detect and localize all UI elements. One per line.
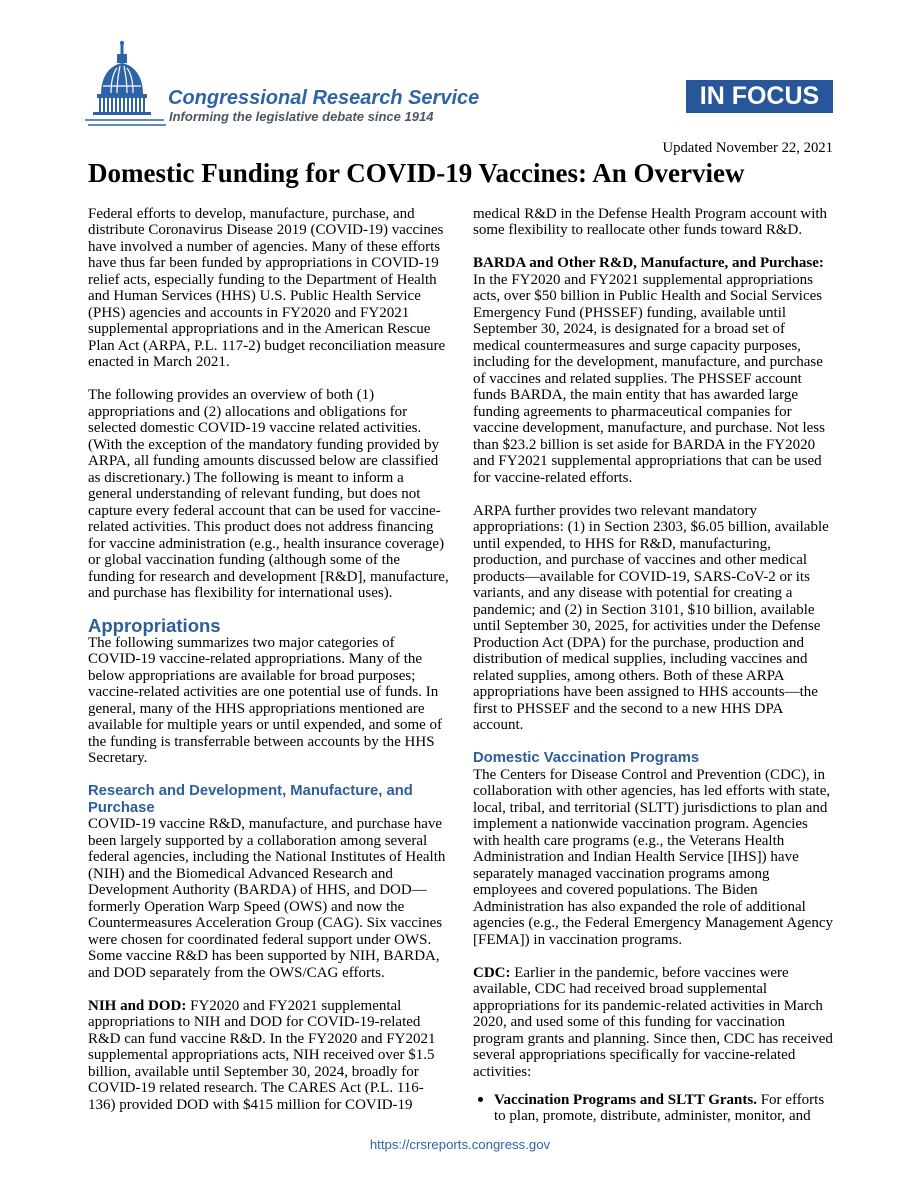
text-line: the funding is transferrable between accounts by the HHS xyxy=(88,733,435,750)
text-line: [FEMA]) in vaccination programs. xyxy=(473,931,683,948)
org-tagline: Informing the legislative debate since 1914 xyxy=(169,109,434,124)
paragraph xyxy=(88,998,458,1114)
text-line: general, many of the HHS appropriations mentioned are xyxy=(88,700,425,717)
subsection-heading xyxy=(88,783,458,816)
paragraph xyxy=(88,816,458,981)
text-line: agencies (e.g., the Federal Emergency Management Agency xyxy=(473,915,833,932)
text-line: variants, and any disease with potential for creating a xyxy=(473,585,793,602)
text-line: for vaccine administration (e.g., health insurance coverage) xyxy=(88,535,445,552)
paragraph xyxy=(473,503,843,734)
heading-line: Purchase xyxy=(88,799,155,816)
text-line: billion, available until September 30, 2024, broadly for xyxy=(88,1063,419,1080)
text-line xyxy=(473,255,843,272)
text-line: some flexibility to reallocate other funds toward R&D. xyxy=(473,222,803,239)
paragraph xyxy=(473,206,843,239)
text-line: funding agreements to pharmaceutical companies for xyxy=(473,403,792,420)
text-line: available for multiple years or until expended, and some of xyxy=(88,717,443,734)
text-line: relief acts, especially funding to the Department of Health xyxy=(88,271,437,288)
text-line: COVID-19 vaccine R&D, manufacture, and purchase have xyxy=(88,816,443,833)
text-line: and Human Services (HHS) U.S. Public Health Service xyxy=(88,288,421,305)
text-line: related activities. This product does not address financing xyxy=(88,519,434,536)
text-line: Secretary. xyxy=(88,750,148,767)
text-line: vaccine-related activities are one potential use of funds. In xyxy=(88,684,439,701)
right-column xyxy=(473,206,843,1142)
updated-date: Updated November 22, 2021 xyxy=(662,140,833,156)
line-text: Earlier in the pandemic, before vaccines were xyxy=(510,964,789,981)
text-line: available, CDC had received broad supplemental xyxy=(473,981,768,998)
text-line: (With the exception of the mandatory funding provided by xyxy=(88,436,439,453)
run-in-heading: Vaccination Programs and SLTT Grants. xyxy=(494,1091,757,1108)
text-line: COVID-19 vaccine-related appropriations. Many of the xyxy=(88,651,423,668)
text-line: medical R&D in the Defense Health Program account with xyxy=(473,205,828,222)
text-line: Emergency Fund (PHSSEF) funding, available until xyxy=(473,304,787,321)
run-in-heading: BARDA and Other R&D, Manufacture, and Purchase: xyxy=(473,255,824,272)
text-line: employees and covered populations. The Biden xyxy=(473,882,758,899)
text-line: of vaccines and related supplies. The PHSSEF account xyxy=(473,370,802,387)
org-name: Congressional Research Service xyxy=(168,87,480,109)
text-line: for vaccine-related efforts. xyxy=(473,469,633,486)
text-line: and FY2021 supplemental appropriations that can be used xyxy=(473,453,822,470)
paragraph xyxy=(88,387,458,602)
text-line: (NIH) and the Biomedical Advanced Research and xyxy=(88,865,393,882)
capitol-dome-icon xyxy=(84,40,168,130)
paragraph xyxy=(473,767,843,949)
text-line: appropriations: (1) in Section 2303, $6.05 billion, available xyxy=(473,519,829,536)
text-line: COVID-19 related research. The CARES Act (P.L. 116- xyxy=(88,1080,424,1097)
text-line: distribution of medical supplies, including vaccines and xyxy=(473,651,808,668)
page-title: Domestic Funding for COVID-19 Vaccines: An Overview xyxy=(88,158,745,188)
text-line: implement a nationwide vaccination program. Agencies xyxy=(473,816,808,833)
text-line: activities: xyxy=(473,1063,532,1080)
text-line: first to PHSSEF and the second to a new HHS DPA xyxy=(473,700,784,717)
text-line: pandemic; and (2) in Section 3101, $10 billion, available xyxy=(473,601,815,618)
text-line: several appropriations specifically for vaccine-related xyxy=(473,1047,796,1064)
heading-line: Domestic Vaccination Programs xyxy=(473,750,700,767)
text-line: vaccine development, manufacture, and purchase. Not less xyxy=(473,420,825,437)
text-line: were chosen for coordinated federal support under OWS. xyxy=(88,931,432,948)
subsection-heading xyxy=(473,750,843,767)
text-line: until expended, to HHS for R&D, manufacturing, xyxy=(473,535,771,552)
text-line: been largely supported by a collaboration among several xyxy=(88,832,428,849)
text-line: Countermeasures Acceleration Group (CAG). Six vaccines xyxy=(88,915,443,932)
text-line: appropriations have been assigned to HHS accounts—the xyxy=(473,684,818,701)
text-line: and purchase has flexibility for international uses). xyxy=(88,585,393,602)
text-line: program grants and planning. Since then, CDC has received xyxy=(473,1030,833,1047)
text-line: have thus far been funded by appropriations in COVID-19 xyxy=(88,255,439,272)
text-line: supplemental appropriations acts, NIH received over $1.5 xyxy=(88,1047,435,1064)
text-line: products—available for COVID-19, SARS-CoV-2 or its xyxy=(473,568,810,585)
text-line: 2020, and used some of this funding for vaccination xyxy=(473,1014,786,1031)
in-focus-badge: IN FOCUS xyxy=(686,80,833,113)
text-line: distribute Coronavirus Disease 2019 (COVID-19) vaccines xyxy=(88,222,444,239)
text-line: have involved a number of agencies. Many of these efforts xyxy=(88,238,441,255)
text-line xyxy=(88,998,458,1015)
text-line: Administration has also expanded the role of additional xyxy=(473,898,806,915)
text-line: than $23.2 billion is set aside for BARDA in the FY2020 xyxy=(473,436,816,453)
text-line: The following provides an overview of both (1) xyxy=(88,387,375,404)
bullet-icon xyxy=(478,1097,483,1102)
text-line: or global vaccination funding (although some of the xyxy=(88,552,401,569)
paragraph xyxy=(473,965,843,1081)
line-text: For efforts xyxy=(756,1091,825,1108)
text-line: general understanding of relevant funding, but does not xyxy=(88,486,421,503)
text-line: related supplies, among others. Both of these ARPA xyxy=(473,667,785,684)
line-text: FY2020 and FY2021 supplemental xyxy=(186,997,402,1014)
bullet-item xyxy=(473,1092,843,1125)
text-line: as discretionary.) The following is meant to inform a xyxy=(88,469,404,486)
text-line: Production Act (DPA) for the purchase, production and xyxy=(473,634,805,651)
text-line: The following summarizes two major categories of xyxy=(88,634,395,651)
paragraph xyxy=(88,206,458,371)
text-line: to plan, promote, distribute, administer, monitor, and xyxy=(494,1108,811,1125)
left-column xyxy=(88,206,458,1130)
text-line: supplemental appropriations and in the American Rescue xyxy=(88,321,431,338)
text-line: account. xyxy=(473,717,524,734)
text-line: federal agencies, including the National Institutes of Health xyxy=(88,849,446,866)
text-line: Administration and Indian Health Service [IHS]) have xyxy=(473,849,799,866)
section-heading: Appropriations xyxy=(88,615,221,637)
text-line: medical countermeasures and surge capacity purposes, xyxy=(473,337,801,354)
text-line: below appropriations are available for broad purposes; xyxy=(88,667,416,684)
text-line: The Centers for Disease Control and Prevention (CDC), in xyxy=(473,766,826,783)
text-line: September 30, 2024, is designated for a broad set of xyxy=(473,321,786,338)
text-line: including for the development, manufacture, and purchase xyxy=(473,354,823,371)
text-line: enacted in March 2021. xyxy=(88,354,230,371)
text-line: ARPA, all funding amounts discussed below are classified xyxy=(88,453,439,470)
text-line xyxy=(494,1092,843,1109)
text-line: funds BARDA, the main entity that has awarded large xyxy=(473,387,799,404)
text-line: with health care programs (e.g., the Veterans Health xyxy=(473,832,785,849)
footer xyxy=(0,1137,920,1153)
text-line: R&D can fund vaccine R&D. In the FY2020 and FY2021 xyxy=(88,1030,436,1047)
run-in-heading: NIH and DOD: xyxy=(88,997,187,1014)
text-line: local, tribal, and territorial (SLTT) jurisdictions to plan and xyxy=(473,799,828,816)
text-line xyxy=(473,965,843,982)
text-line: appropriations to NIH and DOD for COVID-19-related xyxy=(88,1014,421,1031)
text-line: In the FY2020 and FY2021 supplemental appropriations xyxy=(473,271,813,288)
text-line: formerly Operation Warp Speed (OWS) and now the xyxy=(88,898,405,915)
text-line: appropriations for its pandemic-related activities in March xyxy=(473,997,823,1014)
text-line: separately managed vaccination programs among xyxy=(473,865,770,882)
heading-line: Research and Development, Manufacture, and xyxy=(88,783,413,800)
text-line: and DOD separately from the OWS/CAG efforts. xyxy=(88,964,385,981)
text-line: Federal efforts to develop, manufacture, purchase, and xyxy=(88,205,415,222)
paragraph xyxy=(473,255,843,486)
text-line: funding for research and development [R&D], manufacture, xyxy=(88,568,449,585)
text-line: capture every federal account that can be used for vaccine- xyxy=(88,502,441,519)
run-in-heading: CDC: xyxy=(473,964,511,981)
text-line: production, and purchase of vaccines and other medical xyxy=(473,552,808,569)
text-line: collaboration with other agencies, has led efforts with state, xyxy=(473,783,831,800)
text-line: Plan Act (ARPA, P.L. 117-2) budget reconciliation measure xyxy=(88,337,446,354)
text-line: acts, over $50 billion in Public Health and Social Services xyxy=(473,288,823,305)
text-line: Some vaccine R&D has been supported by NIH, BARDA, xyxy=(88,948,440,965)
footer-url-link[interactable]: https://crsreports.congress.gov xyxy=(369,1137,551,1152)
text-line: (PHS) agencies and accounts in FY2020 and FY2021 xyxy=(88,304,410,321)
text-line: ARPA further provides two relevant mandatory xyxy=(473,502,757,519)
text-line: until September 30, 2025, for activities under the Defense xyxy=(473,618,821,635)
text-line: 136) provided DOD with $415 million for COVID-19 xyxy=(88,1096,413,1113)
text-line: selected domestic COVID-19 vaccine related activities. xyxy=(88,420,422,437)
text-line: appropriations and (2) allocations and obligations for xyxy=(88,403,408,420)
paragraph xyxy=(88,635,458,767)
text-line: Development Authority (BARDA) of HHS, and DOD— xyxy=(88,882,427,899)
